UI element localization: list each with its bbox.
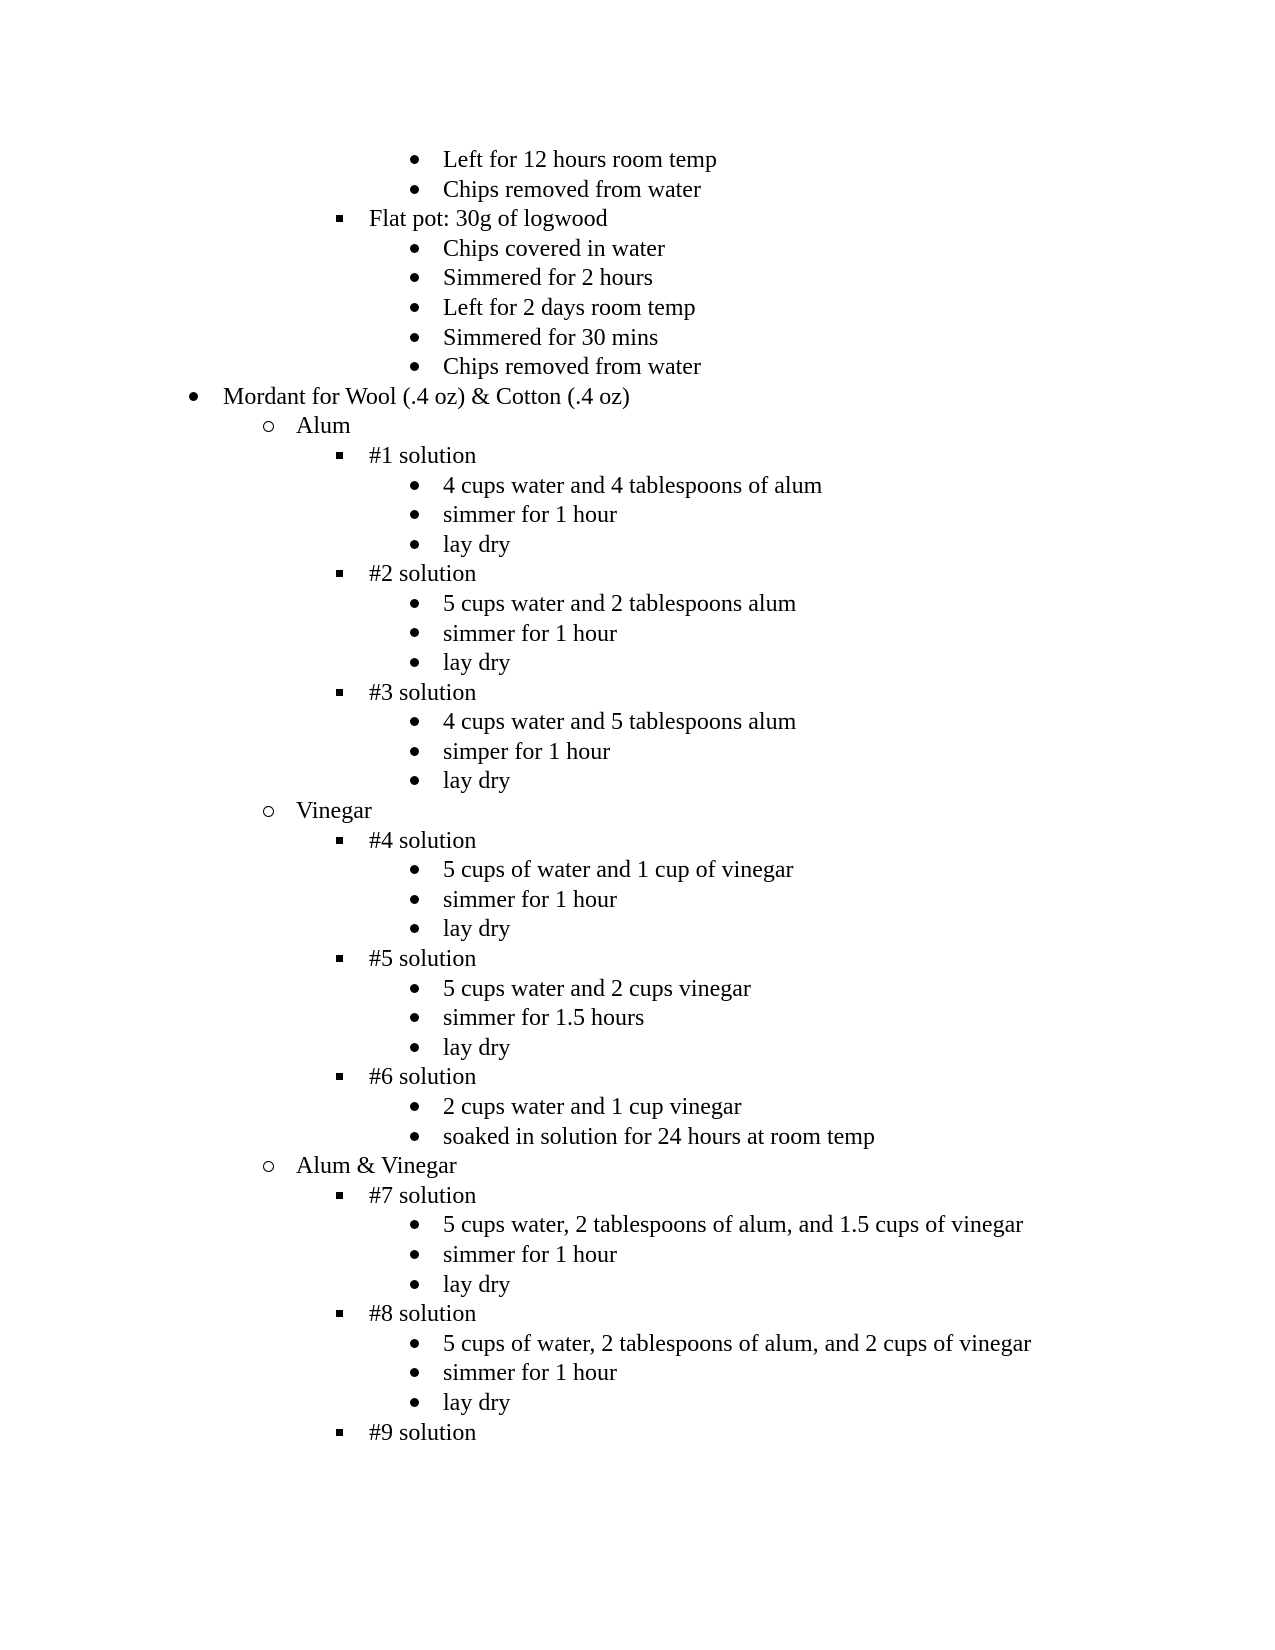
square-icon — [329, 1300, 349, 1330]
list-item — [0, 324, 1275, 354]
list-item — [0, 1389, 1275, 1419]
list-item — [0, 176, 1275, 206]
list-item-text: lay dry — [443, 1271, 511, 1298]
dot-icon — [404, 590, 424, 620]
list-item-text: Alum & Vinegar — [296, 1153, 457, 1180]
list-item-text: simmer for 1 hour — [443, 1241, 617, 1268]
list-item — [0, 353, 1275, 383]
dot-icon — [404, 886, 424, 916]
list-item-text: #8 solution — [369, 1301, 477, 1328]
dot-icon — [183, 383, 203, 413]
list-item — [0, 1123, 1275, 1153]
list-item — [0, 1152, 1275, 1182]
dot-icon — [404, 1241, 424, 1271]
list-item-text: simmer for 1 hour — [443, 502, 617, 529]
list-item-text: #4 solution — [369, 827, 477, 854]
list-item-text: Simmered for 30 mins — [443, 324, 659, 351]
list-item — [0, 412, 1275, 442]
list-item-text: Simmered for 2 hours — [443, 265, 653, 292]
dot-icon — [404, 472, 424, 502]
dot-icon — [404, 353, 424, 383]
dot-icon — [404, 1034, 424, 1064]
list-item-text: Chips removed from water — [443, 354, 701, 381]
list-item — [0, 1241, 1275, 1271]
list-item-text: lay dry — [443, 916, 511, 943]
square-icon — [329, 1419, 349, 1449]
list-item-text: 5 cups of water, 2 tablespoons of alum, and 2 cups of vinegar — [443, 1330, 1032, 1357]
dot-icon — [404, 235, 424, 265]
dot-icon — [404, 1211, 424, 1241]
list-item — [0, 679, 1275, 709]
list-item-text: lay dry — [443, 531, 511, 558]
list-item-text: Chips removed from water — [443, 176, 701, 203]
list-item-text: simmer for 1.5 hours — [443, 1005, 645, 1032]
square-icon — [329, 945, 349, 975]
list-item-text: simmer for 1 hour — [443, 886, 617, 913]
square-icon — [329, 205, 349, 235]
list-item-text: Left for 12 hours room temp — [443, 147, 717, 173]
dot-icon — [404, 176, 424, 206]
list-item — [0, 560, 1275, 590]
list-item-text: 4 cups water and 5 tablespoons alum — [443, 709, 797, 736]
list-item — [0, 1004, 1275, 1034]
ring-icon — [258, 1152, 278, 1182]
list-item — [0, 620, 1275, 650]
dot-icon — [404, 1123, 424, 1153]
dot-icon — [404, 324, 424, 354]
list-item — [0, 1419, 1275, 1449]
bullet-outline — [0, 146, 1275, 1448]
list-item-text: Left for 2 days room temp — [443, 294, 696, 321]
dot-icon — [404, 738, 424, 768]
dot-icon — [404, 708, 424, 738]
list-item — [0, 442, 1275, 472]
square-icon — [329, 1063, 349, 1093]
dot-icon — [404, 856, 424, 886]
list-item — [0, 886, 1275, 916]
list-item — [0, 590, 1275, 620]
list-item — [0, 797, 1275, 827]
list-item — [0, 975, 1275, 1005]
dot-icon — [404, 1004, 424, 1034]
list-item — [0, 1034, 1275, 1064]
list-item-text: #2 solution — [369, 561, 477, 588]
dot-icon — [404, 620, 424, 650]
dot-icon — [404, 1389, 424, 1419]
list-item — [0, 205, 1275, 235]
list-item-text: 5 cups of water and 1 cup of vinegar — [443, 857, 794, 884]
list-item — [0, 827, 1275, 857]
list-item-text: simper for 1 hour — [443, 738, 611, 765]
list-item — [0, 264, 1275, 294]
list-item — [0, 235, 1275, 265]
list-item — [0, 294, 1275, 324]
dot-icon — [404, 1330, 424, 1360]
list-item-text: soaked in solution for 24 hours at room temp — [443, 1123, 875, 1150]
list-item-text: 2 cups water and 1 cup vinegar — [443, 1094, 742, 1120]
square-icon — [329, 442, 349, 472]
list-item — [0, 856, 1275, 886]
list-item — [0, 1063, 1275, 1093]
list-item-text: 4 cups water and 4 tablespoons of alum — [443, 472, 823, 499]
square-icon — [329, 827, 349, 857]
list-item-text: #5 solution — [369, 946, 477, 973]
dot-icon — [404, 649, 424, 679]
dot-icon — [404, 294, 424, 324]
dot-icon — [404, 146, 424, 176]
dot-icon — [404, 1359, 424, 1389]
list-item — [0, 1093, 1275, 1123]
square-icon — [329, 560, 349, 590]
list-item — [0, 146, 1275, 176]
list-item-text: Flat pot: 30g of logwood — [369, 206, 608, 233]
list-item — [0, 1211, 1275, 1241]
list-item-text: #1 solution — [369, 442, 477, 469]
list-item-text: #6 solution — [369, 1064, 477, 1091]
dot-icon — [404, 1271, 424, 1301]
dot-icon — [404, 975, 424, 1005]
list-item-text: 5 cups water and 2 tablespoons alum — [443, 590, 797, 617]
list-item-text: 5 cups water, 2 tablespoons of alum, and 1.5 cups of vinegar — [443, 1212, 1024, 1239]
list-item — [0, 1300, 1275, 1330]
ring-icon — [258, 797, 278, 827]
dot-icon — [404, 1093, 424, 1123]
list-item — [0, 472, 1275, 502]
list-item-text: #9 solution — [369, 1419, 477, 1446]
list-item — [0, 501, 1275, 531]
dot-icon — [404, 767, 424, 797]
list-item — [0, 1330, 1275, 1360]
list-item — [0, 915, 1275, 945]
list-item-text: Vinegar — [296, 798, 372, 825]
list-item — [0, 945, 1275, 975]
dot-icon — [404, 915, 424, 945]
list-item-text: #3 solution — [369, 679, 477, 706]
list-item-text: #7 solution — [369, 1182, 477, 1209]
dot-icon — [404, 531, 424, 561]
list-item-text: 5 cups water and 2 cups vinegar — [443, 975, 751, 1002]
list-item-text: lay dry — [443, 650, 511, 677]
list-item-text: lay dry — [443, 1034, 511, 1061]
ring-icon — [258, 412, 278, 442]
list-item — [0, 738, 1275, 768]
list-item — [0, 531, 1275, 561]
list-item — [0, 767, 1275, 797]
dot-icon — [404, 501, 424, 531]
list-item — [0, 708, 1275, 738]
dot-icon — [404, 264, 424, 294]
list-item — [0, 1271, 1275, 1301]
list-item-text: simmer for 1 hour — [443, 620, 617, 647]
list-item — [0, 1182, 1275, 1212]
list-item-text: Mordant for Wool (.4 oz) & Cotton (.4 oz) — [223, 383, 630, 410]
list-item — [0, 649, 1275, 679]
square-icon — [329, 679, 349, 709]
list-item — [0, 1359, 1275, 1389]
list-item-text: lay dry — [443, 1389, 511, 1416]
list-item-text: lay dry — [443, 768, 511, 795]
list-item-text: Alum — [296, 413, 351, 440]
list-item-text: Chips covered in water — [443, 235, 665, 262]
list-item-text: simmer for 1 hour — [443, 1360, 617, 1387]
square-icon — [329, 1182, 349, 1212]
list-item — [0, 383, 1275, 413]
